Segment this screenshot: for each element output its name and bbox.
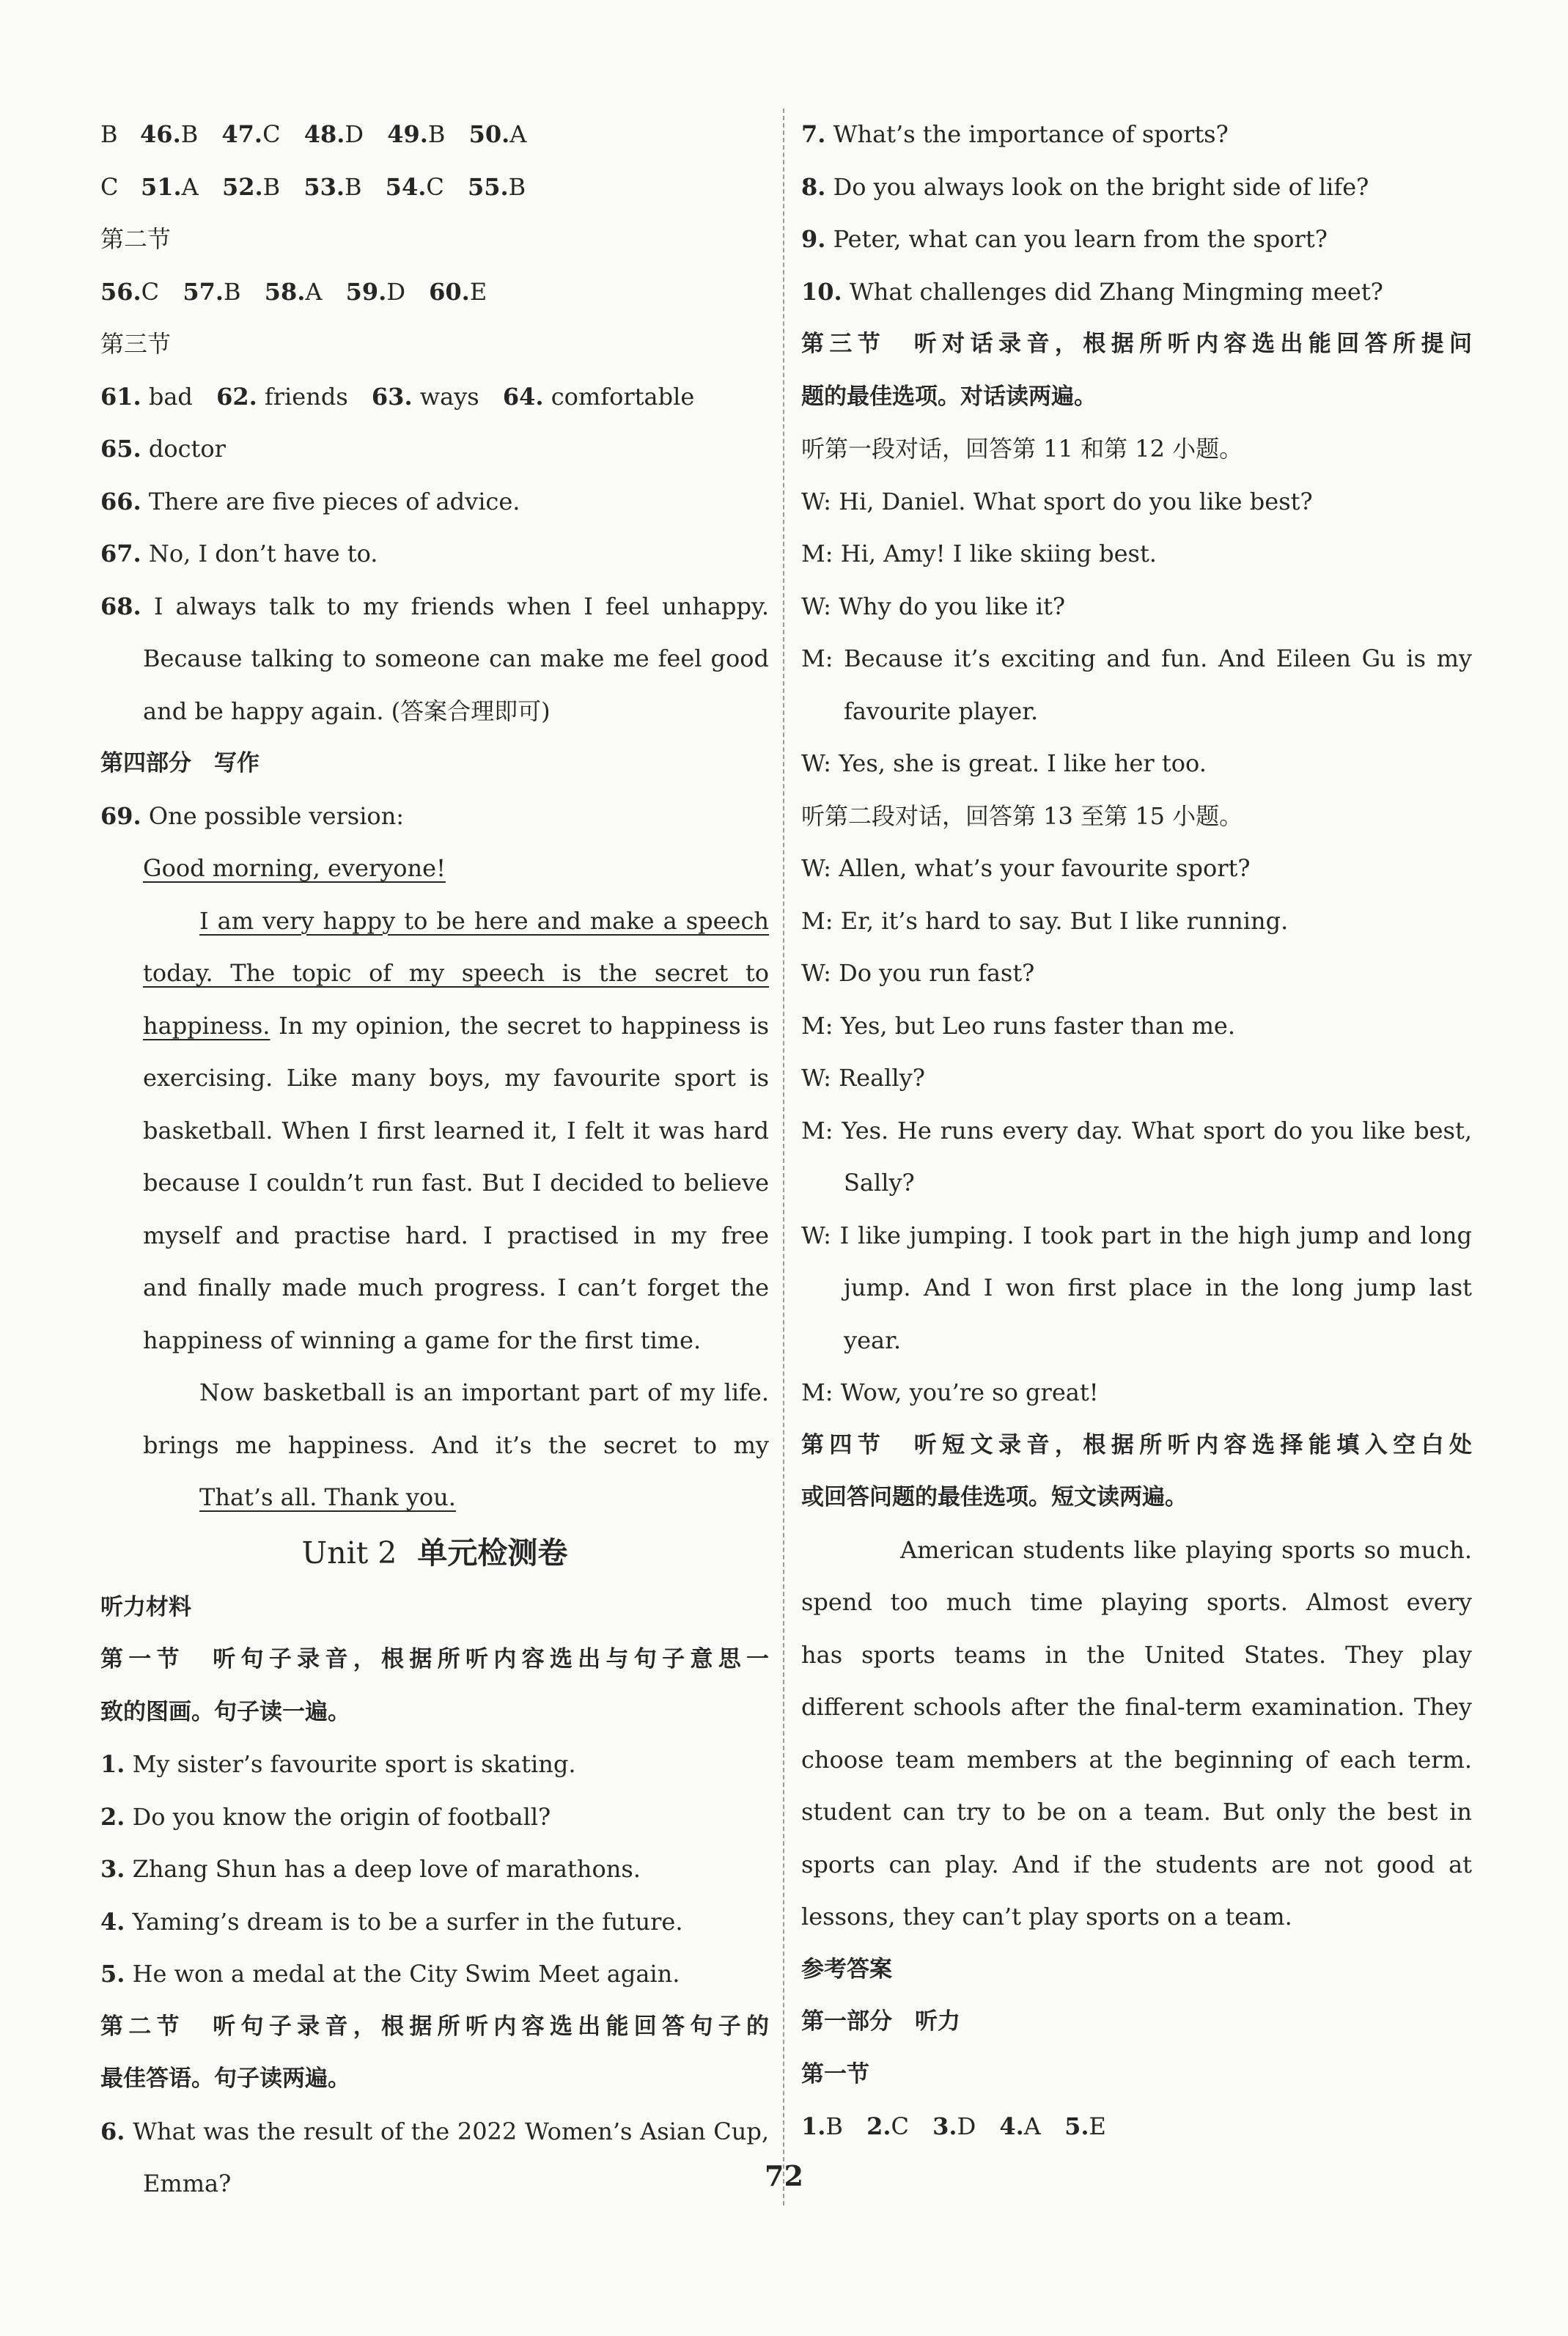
unit-title bbox=[100, 1524, 769, 1582]
part-heading: 第四部分 写作 bbox=[100, 750, 260, 776]
question-5 bbox=[100, 1948, 769, 2001]
answer-text: C bbox=[891, 2112, 909, 2140]
answer-text: There are five pieces of advice. bbox=[148, 487, 520, 515]
section-heading: 第三节 bbox=[100, 330, 172, 358]
question-text: Yaming’s dream is to be a surfer in the future. bbox=[132, 1907, 683, 1936]
section-instruction: 致的图画。句子读一遍。 bbox=[100, 1698, 350, 1725]
passage-line: student can try to be on a team. But only the best in bbox=[801, 1798, 1472, 1826]
answer-text: comfortable bbox=[551, 382, 695, 411]
question-number: 60. bbox=[429, 277, 470, 306]
question-number: 51. bbox=[141, 172, 182, 201]
question-text: What challenges did Zhang Mingming meet? bbox=[849, 277, 1383, 306]
answer-text: A bbox=[305, 277, 323, 306]
question-2 bbox=[100, 1791, 769, 1844]
answer-text: B bbox=[427, 120, 446, 148]
question-number: 53. bbox=[303, 172, 345, 201]
essay-line: Now basketball is an important part of my life. bbox=[199, 1378, 769, 1406]
answer-row-68 bbox=[100, 581, 769, 633]
essay-text: In my opinion, the secret to happiness is bbox=[270, 1011, 769, 1040]
essay-text: Good morning, everyone! bbox=[143, 854, 446, 882]
dialogue-line: W: I like jumping. I took part in the high jump and long bbox=[801, 1221, 1472, 1249]
answer-text: B bbox=[262, 172, 281, 201]
answer-row-68-cont: and be happy again. (答案合理即可) bbox=[143, 697, 551, 725]
question-number: 7. bbox=[801, 120, 826, 148]
answer-text: D bbox=[386, 277, 405, 306]
section-heading: 第一节 bbox=[801, 2060, 869, 2087]
dialogue-line: M: Because it’s exciting and fun. And Eileen Gu is my bbox=[801, 644, 1472, 672]
answer-text: A bbox=[509, 120, 527, 148]
section-instruction: 第一节 听句子录音，根据所听内容选出与句子意思一 bbox=[100, 1646, 769, 1672]
answer-text: B bbox=[344, 172, 362, 201]
answer-text: B bbox=[180, 120, 199, 148]
right-column bbox=[801, 109, 1472, 2153]
dialogue-line-cont: jump. And I won first place in the long jump last bbox=[844, 1274, 1472, 1301]
reference-answers-heading: 参考答案 bbox=[801, 1955, 892, 1983]
question-text: Do you know the origin of football? bbox=[132, 1802, 551, 1831]
question-number: 48. bbox=[303, 120, 345, 148]
page-number: 72 bbox=[765, 2159, 803, 2192]
answer-text: C bbox=[426, 172, 444, 201]
question-number: 1. bbox=[801, 2112, 826, 2140]
answer-text: A bbox=[181, 172, 199, 201]
question-number: 65. bbox=[100, 435, 141, 463]
answer-text: C bbox=[262, 120, 281, 148]
section-instruction: 第二节 听句子录音，根据所听内容选出能回答句子的 bbox=[100, 2013, 769, 2040]
answer-text: bad bbox=[148, 382, 193, 411]
dialogue-intro: 听第一段对话，回答第 11 和第 12 小题。 bbox=[801, 435, 1243, 463]
answer-text: friends bbox=[264, 382, 348, 411]
question-number: 49. bbox=[387, 120, 428, 148]
answer-text: One possible version: bbox=[148, 801, 405, 830]
question-number: 46. bbox=[140, 120, 181, 148]
question-number: 5. bbox=[100, 1960, 125, 1988]
answer-row-56-60 bbox=[100, 266, 769, 319]
question-9 bbox=[801, 213, 1472, 266]
question-number: 3. bbox=[100, 1855, 125, 1883]
dialogue-intro: 听第二段对话，回答第 13 至第 15 小题。 bbox=[801, 801, 1243, 830]
answer-text: No, I don’t have to. bbox=[148, 540, 378, 568]
essay-line: today. The topic of my speech is the secret to bbox=[143, 959, 769, 987]
answer-text: E bbox=[469, 277, 487, 306]
dialogue-line-cont: Sally? bbox=[844, 1169, 915, 1197]
essay-closing bbox=[100, 1472, 769, 1524]
question-number: 67. bbox=[100, 540, 141, 568]
question-10 bbox=[801, 266, 1472, 319]
essay-line: happiness of winning a game for the first time. bbox=[143, 1326, 702, 1354]
essay-text: That’s all. Thank you. bbox=[199, 1483, 456, 1511]
question-6 bbox=[100, 2106, 769, 2159]
passage-line: has sports teams in the United States. They play bbox=[801, 1640, 1472, 1669]
passage-line: spend too much time playing sports. Almost every bbox=[801, 1588, 1472, 1616]
question-number: 3. bbox=[932, 2112, 957, 2140]
section-instruction: 或回答问题的最佳选项。短文读两遍。 bbox=[801, 1484, 1188, 1510]
answer-text: B bbox=[825, 2112, 843, 2140]
unit-title-cn: 单元检测卷 bbox=[417, 1535, 568, 1571]
question-8 bbox=[801, 161, 1472, 214]
answer-text: I always talk to my friends when I feel unhappy. bbox=[153, 592, 769, 620]
answer-text: B bbox=[508, 172, 526, 201]
dialogue-line: M: Hi, Amy! I like skiing best. bbox=[801, 540, 1157, 568]
question-number: 47. bbox=[221, 120, 263, 148]
dialogue-line: W: Really? bbox=[801, 1064, 925, 1092]
answer-text: E bbox=[1089, 2112, 1106, 2140]
dialogue-line: W: Allen, what’s your favourite sport? bbox=[801, 854, 1251, 882]
dialogue-line-cont: year. bbox=[844, 1326, 902, 1354]
dialogue-line-cont: favourite player. bbox=[844, 697, 1039, 725]
essay-line: basketball. When I first learned it, I felt it was hard bbox=[143, 1116, 769, 1145]
dialogue-line: W: Do you run fast? bbox=[801, 959, 1035, 987]
passage-line: different schools after the final-term examination. They bbox=[801, 1693, 1472, 1721]
passage-line: lessons, they can’t play sports on a team. bbox=[801, 1903, 1292, 1931]
section-heading: 第二节 bbox=[100, 225, 172, 253]
answer-row-1-5 bbox=[801, 2101, 1472, 2153]
question-7 bbox=[801, 109, 1472, 161]
question-number: 52. bbox=[221, 172, 263, 201]
answer-row-67 bbox=[100, 528, 769, 581]
answer-row-65 bbox=[100, 423, 769, 476]
question-number: 68. bbox=[100, 592, 141, 620]
question-number: 6. bbox=[100, 2117, 125, 2145]
answer-row-69 bbox=[100, 790, 769, 843]
essay-line: exercising. Like many boys, my favourite sport is bbox=[143, 1064, 769, 1092]
answer-text: B bbox=[100, 120, 118, 148]
essay-line bbox=[100, 1000, 769, 1053]
question-number: 56. bbox=[100, 277, 141, 306]
answer-text: C bbox=[100, 172, 119, 201]
answer-text: D bbox=[957, 2112, 976, 2140]
question-number: 55. bbox=[468, 172, 509, 201]
question-number: 61. bbox=[100, 382, 141, 411]
answer-row-66 bbox=[100, 476, 769, 529]
question-text: My sister’s favourite sport is skating. bbox=[132, 1750, 576, 1778]
dialogue-line: W: Why do you like it? bbox=[801, 592, 1066, 620]
answer-row-51-55 bbox=[100, 161, 769, 214]
question-number: 66. bbox=[100, 487, 141, 515]
dialogue-line: M: Yes, but Leo runs faster than me. bbox=[801, 1011, 1236, 1040]
question-number: 64. bbox=[502, 382, 544, 411]
listening-material-heading: 听力材料 bbox=[100, 1593, 191, 1620]
essay-line: because I couldn’t run fast. But I decided to believe bbox=[143, 1169, 769, 1197]
answer-text: C bbox=[141, 277, 160, 306]
question-text: What was the result of the 2022 Women’s Asian Cup, bbox=[133, 2117, 769, 2145]
part-heading: 第一部分 听力 bbox=[801, 2008, 960, 2035]
essay-line: I am very happy to be here and make a speech bbox=[199, 906, 769, 935]
question-4 bbox=[100, 1896, 769, 1949]
section-instruction: 最佳答语。句子读两遍。 bbox=[100, 2065, 350, 2092]
question-number: 50. bbox=[468, 120, 510, 148]
passage-line: American students like playing sports so much. bbox=[900, 1535, 1472, 1564]
question-number: 63. bbox=[371, 382, 413, 411]
dialogue-line: W: Hi, Daniel. What sport do you like best? bbox=[801, 487, 1313, 515]
question-text: He won a medal at the City Swim Meet again. bbox=[132, 1960, 680, 1988]
dialogue-line: M: Er, it’s hard to say. But I like running. bbox=[801, 906, 1289, 935]
answer-row-46-50 bbox=[100, 109, 769, 161]
question-number: 2. bbox=[100, 1802, 125, 1831]
question-number: 2. bbox=[866, 2112, 891, 2140]
unit-title-en: Unit 2 bbox=[301, 1535, 397, 1571]
answer-row-68-cont: Because talking to someone can make me feel good bbox=[143, 644, 769, 672]
dialogue-line: M: Wow, you’re so great! bbox=[801, 1378, 1099, 1406]
question-number: 59. bbox=[345, 277, 387, 306]
essay-line: myself and practise hard. I practised in my free bbox=[143, 1221, 769, 1249]
dialogue-line: M: Yes. He runs every day. What sport do you like best, bbox=[801, 1116, 1472, 1145]
left-column bbox=[100, 109, 769, 2211]
question-text: Peter, what can you learn from the sport? bbox=[833, 225, 1328, 253]
question-6-cont: Emma? bbox=[143, 2170, 232, 2197]
question-3 bbox=[100, 1843, 769, 1896]
essay-line: and finally made much progress. I can’t forget the bbox=[143, 1274, 769, 1301]
question-number: 58. bbox=[264, 277, 306, 306]
question-text: Do you always look on the bright side of life? bbox=[833, 172, 1369, 201]
passage-line: sports can play. And if the students are not good at bbox=[801, 1850, 1472, 1878]
section-instruction: 第三节 听对话录音，根据所听内容选出能回答所提问 bbox=[801, 331, 1472, 357]
dialogue-line: W: Yes, she is great. I like her too. bbox=[801, 749, 1207, 777]
question-number: 57. bbox=[183, 277, 224, 306]
essay-line: brings me happiness. And it’s the secret to my bbox=[143, 1430, 769, 1459]
answer-text: doctor bbox=[148, 435, 226, 463]
essay-text: happiness. bbox=[143, 1011, 270, 1040]
question-number: 1. bbox=[100, 1750, 125, 1778]
answer-row-61-64 bbox=[100, 371, 769, 424]
question-number: 62. bbox=[216, 382, 257, 411]
column-divider bbox=[783, 109, 784, 2205]
question-number: 9. bbox=[801, 225, 826, 253]
question-number: 4. bbox=[100, 1907, 125, 1936]
question-number: 10. bbox=[801, 277, 842, 306]
passage-line: choose team members at the beginning of each term. bbox=[801, 1745, 1472, 1774]
section-instruction: 题的最佳选项。对话读两遍。 bbox=[801, 383, 1097, 410]
essay-greeting bbox=[100, 842, 769, 895]
question-text: Zhang Shun has a deep love of marathons. bbox=[132, 1855, 641, 1883]
question-number: 5. bbox=[1064, 2112, 1089, 2140]
answer-text: A bbox=[1023, 2112, 1041, 2140]
question-text: What’s the importance of sports? bbox=[833, 120, 1229, 148]
answer-text: D bbox=[345, 120, 364, 148]
question-number: 69. bbox=[100, 801, 141, 830]
section-instruction: 第四节 听短文录音，根据所听内容选择能填入空白处 bbox=[801, 1431, 1472, 1458]
answer-text: ways bbox=[419, 382, 479, 411]
question-number: 4. bbox=[999, 2112, 1024, 2140]
question-number: 54. bbox=[385, 172, 427, 201]
question-number: 8. bbox=[801, 172, 826, 201]
question-1 bbox=[100, 1738, 769, 1791]
answer-text: B bbox=[224, 277, 241, 306]
